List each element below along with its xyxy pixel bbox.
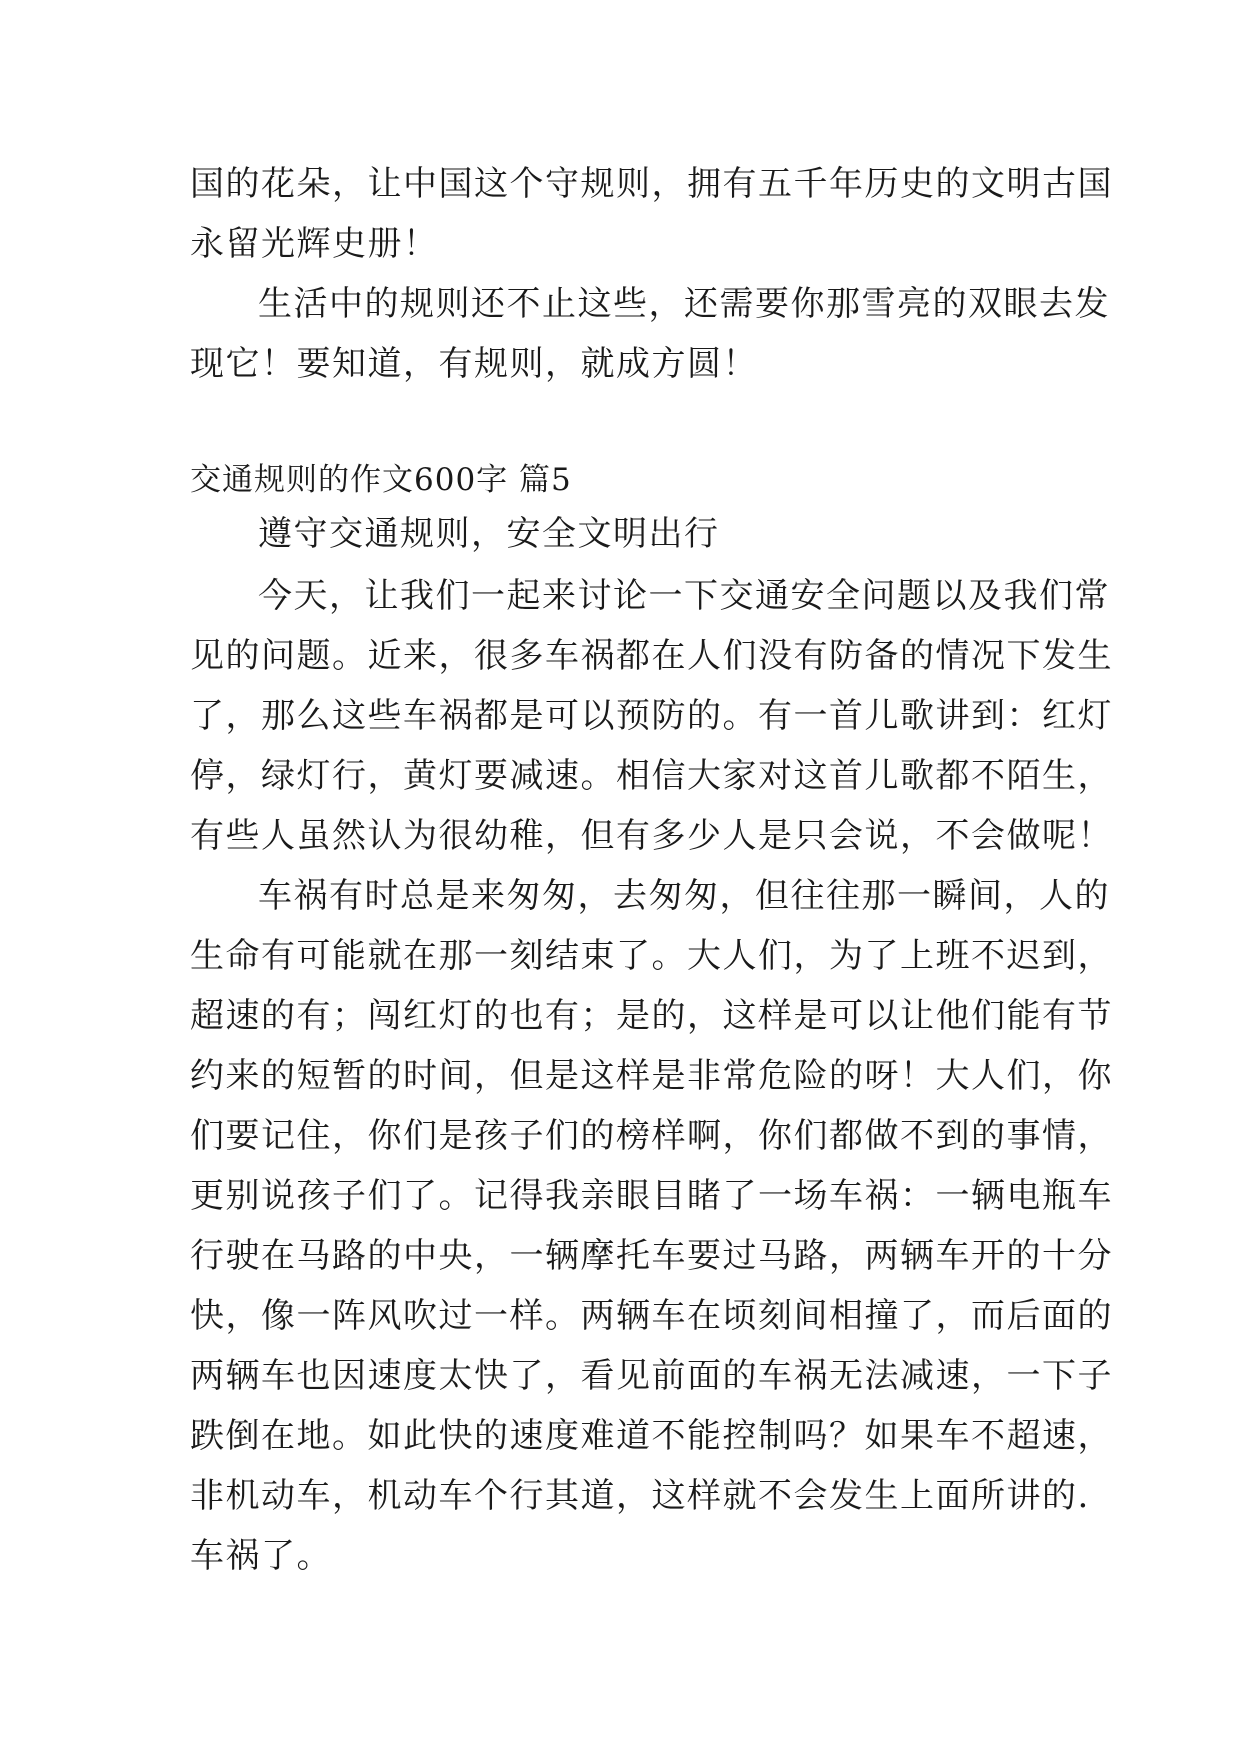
text-line: 跌倒在地。如此快的速度难道不能控制吗？如果车不超速， <box>190 1416 1113 1456</box>
text-line: 有些人虽然认为很幼稚，但有多少人是只会说，不会做呢！ <box>190 816 1113 856</box>
text-line: 非机动车，机动车个行其道，这样就不会发生上面所讲的. <box>190 1476 1090 1516</box>
section-heading: 交通规则的作文600字 篇5 <box>190 462 572 498</box>
paragraph-first-line: 今天，让我们一起来讨论一下交通安全问题以及我们常 <box>258 576 1110 616</box>
text-line: 两辆车也因速度太快了，看见前面的车祸无法减速，一下子 <box>190 1356 1113 1396</box>
text-line: 了，那么这些车祸都是可以预防的。有一首儿歌讲到：红灯 <box>190 696 1113 736</box>
text-line: 国的花朵，让中国这个守规则，拥有五千年历史的文明古国 <box>190 164 1113 204</box>
text-line: 超速的有；闯红灯的也有；是的，这样是可以让他们能有节 <box>190 996 1113 1036</box>
text-line: 约来的短暂的时间，但是这样是非常危险的呀！大人们，你 <box>190 1056 1113 1096</box>
paragraph-first-line: 车祸有时总是来匆匆，去匆匆，但往往那一瞬间，人的 <box>258 876 1110 916</box>
text-line: 见的问题。近来，很多车祸都在人们没有防备的情况下发生 <box>190 636 1113 676</box>
text-line: 更别说孩子们了。记得我亲眼目睹了一场车祸：一辆电瓶车 <box>190 1176 1113 1216</box>
text-line: 车祸了。 <box>190 1536 332 1576</box>
text-line: 永留光辉史册！ <box>190 224 439 264</box>
text-line: 生命有可能就在那一刻结束了。大人们，为了上班不迟到， <box>190 936 1113 976</box>
text-line: 快，像一阵风吹过一样。两辆车在顷刻间相撞了，而后面的 <box>190 1296 1113 1336</box>
text-line: 现它！要知道，有规则，就成方圆！ <box>190 344 758 384</box>
text-line: 们要记住，你们是孩子们的榜样啊，你们都做不到的事情， <box>190 1116 1113 1156</box>
article-subtitle: 遵守交通规则，安全文明出行 <box>258 514 720 554</box>
text-line: 行驶在马路的中央，一辆摩托车要过马路，两辆车开的十分 <box>190 1236 1113 1276</box>
paragraph-first-line: 生活中的规则还不止这些，还需要你那雪亮的双眼去发 <box>258 284 1110 324</box>
text-line: 停，绿灯行，黄灯要减速。相信大家对这首儿歌都不陌生， <box>190 756 1113 796</box>
